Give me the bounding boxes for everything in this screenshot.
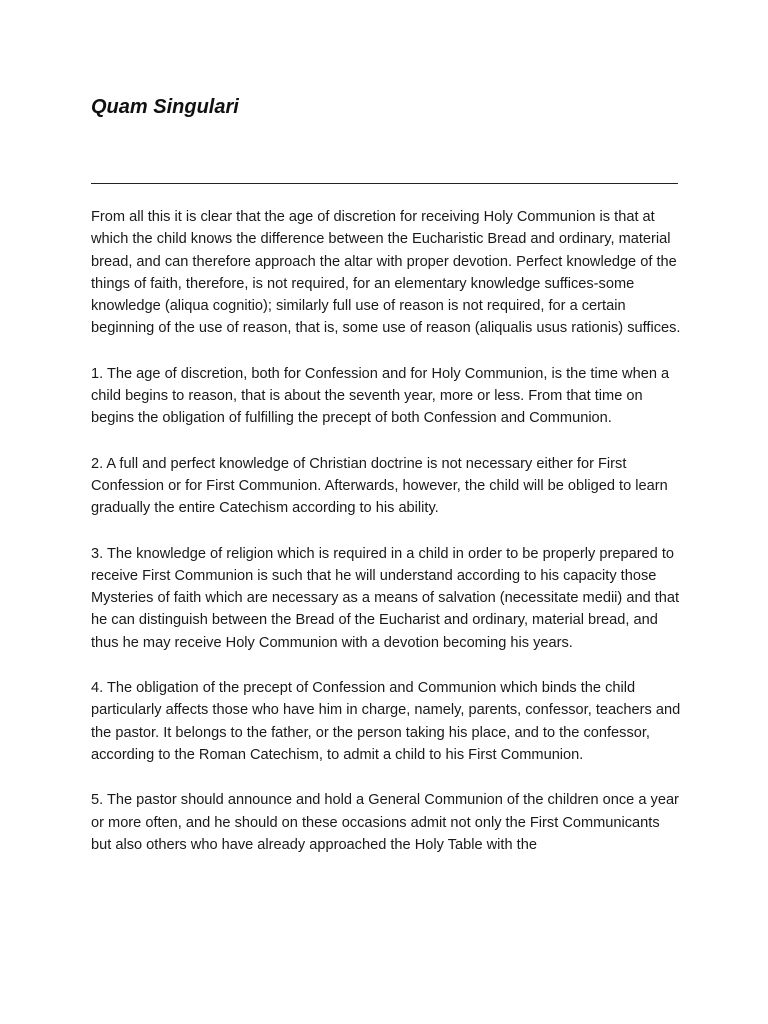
paragraph-3: 3. The knowledge of religion which is required in a child in order to be properly prepared to receive First Communion is such that he will understand according to his capacity those Mysteries of faith which are necessary as a means of salvation (necessitate medii) and that he can distinguish between the Bread of the Eucharist and ordinary, material bread, and thus he may receive Holy Communion with a devotion becoming his years. — [91, 545, 680, 651]
paragraph-4: 4. The obligation of the precept of Confession and Communion which binds the child particularly affects those who have him in charge, namely, parents, confessor, teachers and the pastor. It belongs to the father, or the person taking his place, and to the confessor, according to the Roman Catechism, to admit a child to his First Communion. — [91, 680, 681, 763]
paragraph-2: 2. A full and perfect knowledge of Christian doctrine is not necessary either for First Confession or for First Communion. Afterwards, however, the child will be obliged to learn gradually the entire Catechism according to his ability. — [91, 455, 668, 517]
paragraph-5: 5. The pastor should announce and hold a General Communion of the children once a year or more often, and he should on these occasions admit not only the First Communicants but also others who have already approached the Holy Table with the — [91, 792, 679, 853]
document-title: Quam Singulari — [91, 96, 239, 118]
paragraph-intro: From all this it is clear that the age of discretion for receiving Holy Communion is that at which the child knows the difference between the Eucharistic Bread and ordinary, material bread, and can therefore approach the altar with proper devotion. Perfect knowledge of the things of faith, therefore, is not required, for an elementary knowledge suffices-some knowledge (aliqua cognitio); similarly full use of reason is not required, for a certain beginning of the use of reason, that is, some use of reason (aliqualis usus rationis) suffices. — [91, 209, 681, 337]
paragraph-1: 1. The age of discretion, both for Confession and for Holy Communion, is the time when a child begins to reason, that is about the seventh year, more or less. From that time on begins the obligation of fulfilling the precept of both Confession and Communion. — [91, 365, 670, 427]
title-divider — [91, 183, 678, 184]
document-body — [91, 206, 681, 879]
